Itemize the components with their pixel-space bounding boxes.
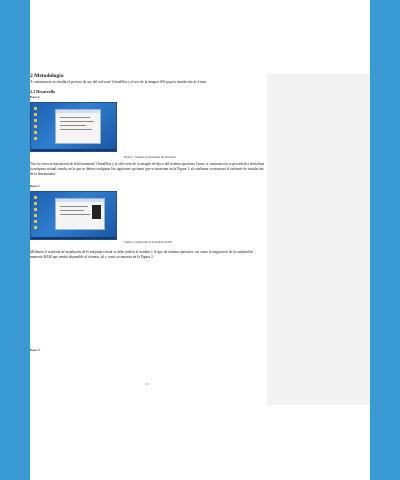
paragraph-3: Mediante el asistente de instalación de la máquina virtual se debe indicar el nombre y el tipo de sistema operativo, así como la asignación de la cantidad de memoria RAM que tendrá disponible el sistema, tal y como se muestra en la Figura 2. bbox=[30, 250, 253, 259]
section-title: 2 Metodología bbox=[30, 73, 64, 79]
left-background-band bbox=[0, 0, 30, 480]
intro-paragraph: A continuación se detalla el proceso de uso del software VirtualBox y el uso de la imagen ISO para la instalación de Linux. bbox=[30, 80, 208, 84]
step-1-label: Paso 1: bbox=[30, 95, 41, 99]
paragraph-2: Tras la correcta instalación de la herramienta VirtualBox y la selección de la imagen de disco del sistema operativo Linux, a continuación se procederá a inicializar la máquina virtual creada, en la que se deben configurar las siguientes opciones que se muestran en la Figura 1, al confirmar se mostrará el asistente de instalación de la herramienta. bbox=[30, 162, 265, 176]
step-3-label: Paso 3: bbox=[30, 348, 41, 352]
comments-side-panel bbox=[267, 74, 370, 405]
figure-1-screenshot bbox=[30, 102, 117, 152]
subsection-title: 2.1 Desarrollo bbox=[30, 89, 56, 94]
figure-1-caption: Figura 1: Ventana de bienvenida del instalador bbox=[124, 156, 176, 159]
right-background-band bbox=[370, 0, 400, 480]
figure-2-caption: Figura 2: Asignación de la memoria RAM bbox=[124, 241, 172, 244]
step-2-label: Paso 2: bbox=[30, 184, 41, 188]
page-number: 10 bbox=[145, 382, 149, 386]
figure-2-screenshot bbox=[30, 191, 117, 240]
